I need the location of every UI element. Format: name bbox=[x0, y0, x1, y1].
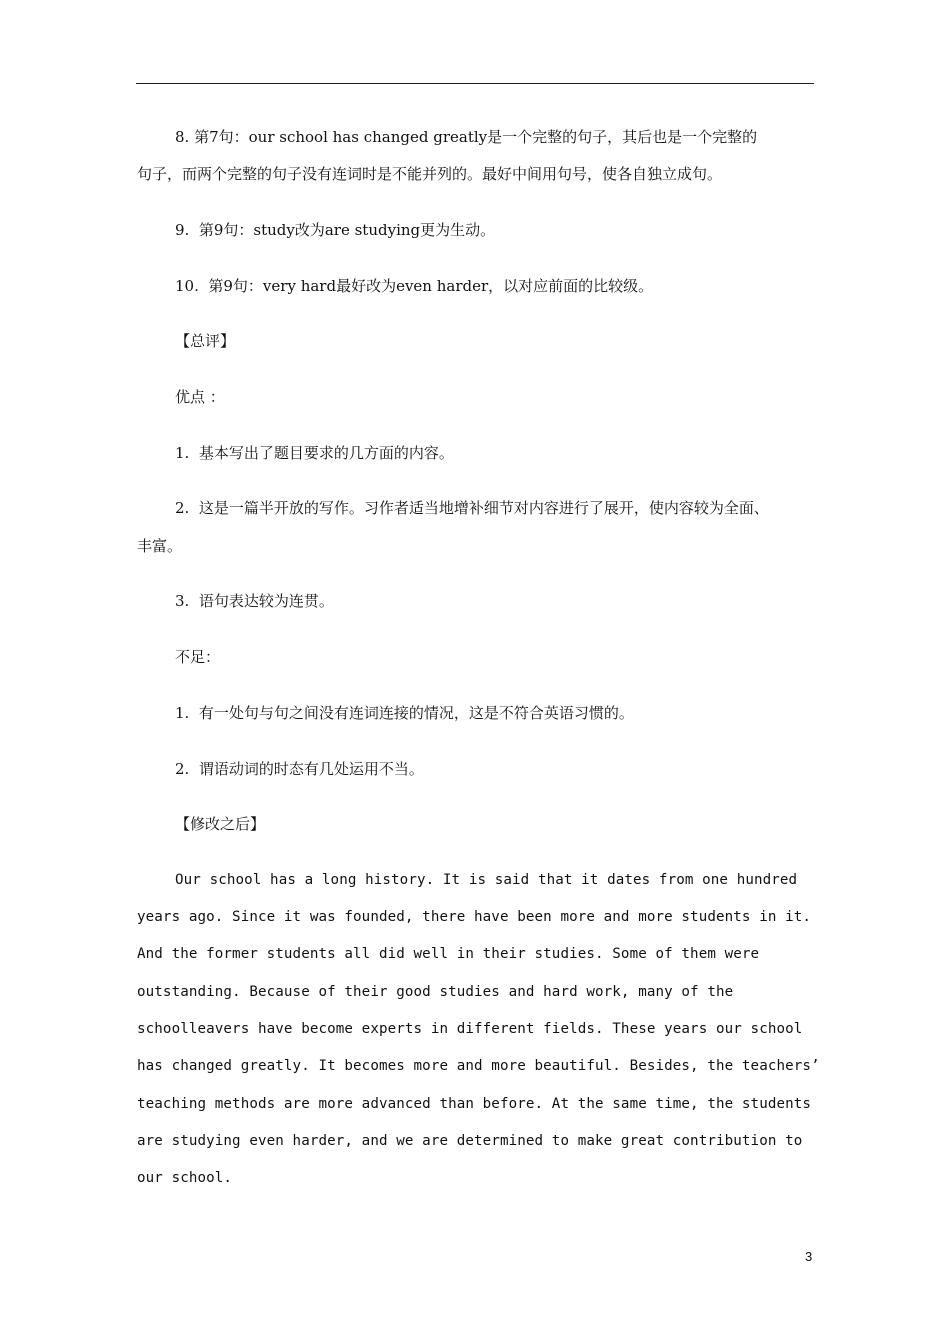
page-number: 3 bbox=[805, 1249, 813, 1264]
revised-line-9: our school. bbox=[137, 1170, 233, 1186]
header-rule bbox=[136, 83, 814, 84]
revised-line-2: years ago. Since it was founded, there have been more and more students in it. bbox=[137, 909, 812, 925]
note-9: 9. 第9句：study改为are studying更为生动。 bbox=[175, 221, 496, 239]
cons-item-1: 1. 有一处句与句之间没有连词连接的情况，这是不符合英语习惯的。 bbox=[175, 704, 634, 722]
revised-heading: 【修改之后】 bbox=[175, 815, 266, 833]
revised-line-3: And the former students all did well in their studies. Some of them were bbox=[137, 946, 760, 962]
pros-item-2-line-1: 2. 这是一篇半开放的写作。习作者适当地增补细节对内容进行了展开，使内容较为全面、 bbox=[175, 499, 769, 517]
cons-label: 不足： bbox=[175, 648, 221, 666]
revised-line-8: are studying even harder, and we are determined to make great contribution to bbox=[137, 1133, 803, 1149]
revised-line-4: outstanding. Because of their good studies and hard work, many of the bbox=[137, 984, 734, 1000]
pros-item-2-line-2: 丰富。 bbox=[137, 537, 183, 555]
revised-line-1: Our school has a long history. It is said that it dates from one hundred bbox=[175, 872, 798, 888]
revised-line-6: has changed greatly. It becomes more and more beautiful. Besides, the teachers’ bbox=[137, 1058, 820, 1074]
note-10: 10. 第9句：very hard最好改为even harder，以对应前面的比较级。 bbox=[175, 277, 654, 295]
revised-line-5: schoolleavers have become experts in different fields. These years our school bbox=[137, 1021, 803, 1037]
pros-item-1: 1. 基本写出了题目要求的几方面的内容。 bbox=[175, 444, 454, 462]
review-heading: 【总评】 bbox=[175, 332, 236, 350]
note-8-line-1: 8. 第7句：our school has changed greatly是一个完整的句子，其后也是一个完整的 bbox=[175, 128, 758, 146]
note-8-line-2: 句子，而两个完整的句子没有连词时是不能并列的。最好中间用句号，使各自独立成句。 bbox=[137, 165, 723, 183]
revised-line-7: teaching methods are more advanced than before. At the same time, the students bbox=[137, 1096, 812, 1112]
cons-item-2: 2. 谓语动词的时态有几处运用不当。 bbox=[175, 760, 424, 778]
pros-label: 优点 ： bbox=[175, 388, 225, 406]
pros-item-3: 3. 语句表达较为连贯。 bbox=[175, 592, 334, 610]
